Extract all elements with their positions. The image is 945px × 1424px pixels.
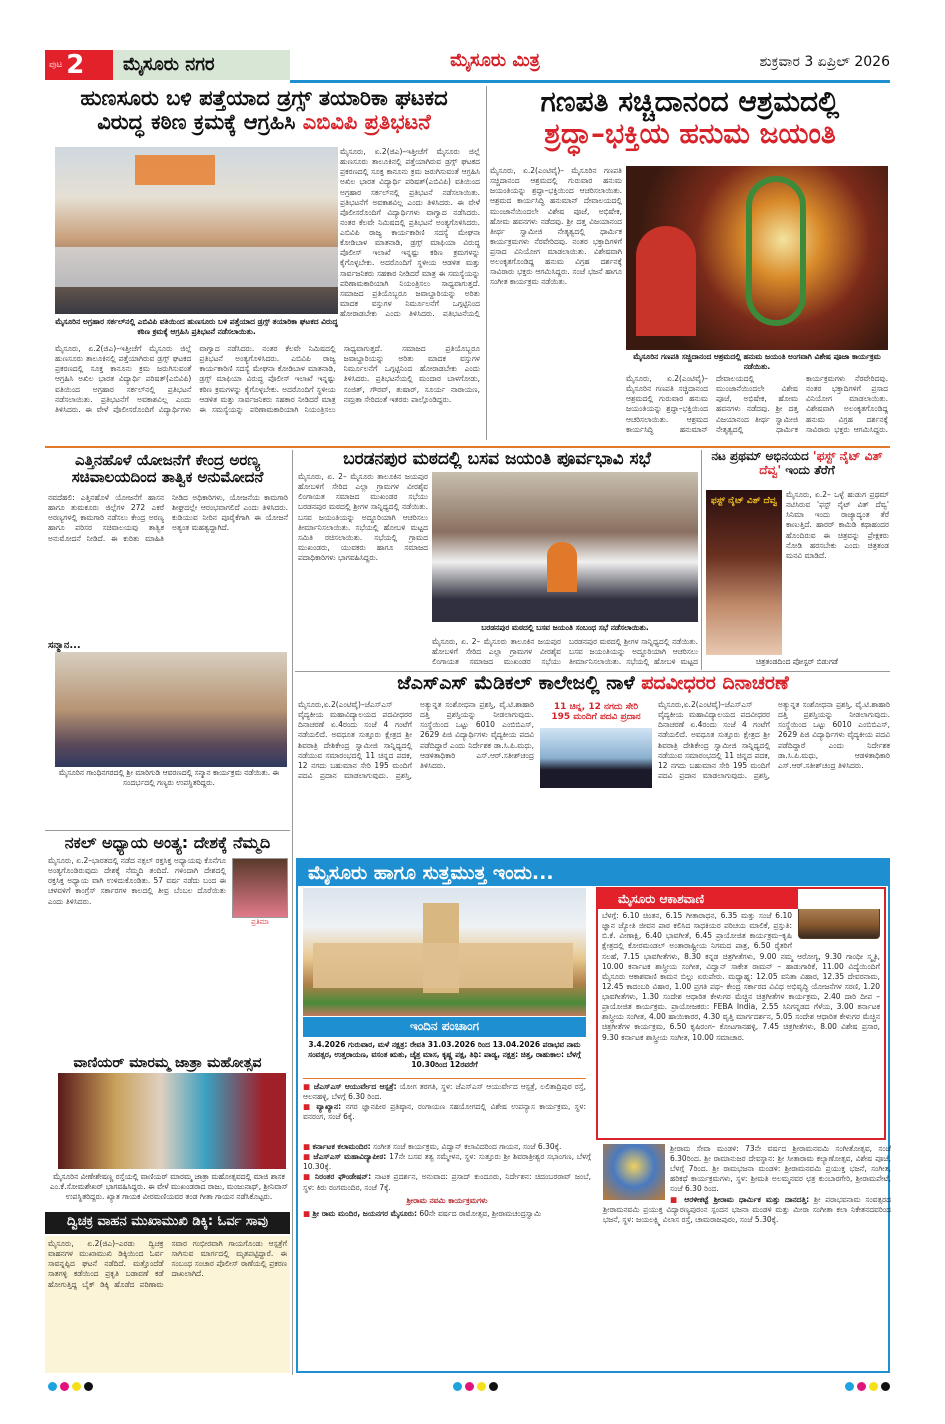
event-text: 17ನೇ ಬಸವ ತತ್ವ ಸಮ್ಮೇಳನ, ಸ್ಥಳ: ಸುತ್ತೂರು ಶ್ರೀ ಶಿವರಾತ್ರೀಶ್ವರ ಸಭಾಂಗಣ, ಬೆಳಗ್ಗೆ 10.30ಕ್ಕೆ. (303, 1152, 592, 1172)
jatra-photo (58, 1073, 286, 1169)
black-dot (84, 1382, 93, 1391)
subheadline (537, 702, 655, 723)
event-text: 60ನೇ ವರ್ಷದ ರಾಮೋತ್ಸವ, ಶ್ರೀರಾಮಚಂದ್ರಸ್ವಾಮಿ (419, 1208, 542, 1218)
poster-title: ಫಸ್ಟ್ ನೈಟ್ ವಿತ್ ದೆವ್ವ (710, 496, 778, 506)
palace-photo (303, 888, 586, 1016)
event-text: ಶ್ರೀ ಪರಾಭವನಾಮ ಸಂವತ್ಸರದ ಶ್ರೀರಾಮನವಮಿ ಪ್ರಯುಕ್ತ ವಿದ್ಯಾರಣ್ಯಪುರಂನ ಸ್ಪಂದನ ಭಜನಾ ಮಂಡಳಿ ಮತ್ತು ಮೀರಾ ಸಂಗೀತಾ ಕಲಾ ನಿಕೇತನದವರಿಂದ ಭಜನೆ, ಸ್ಥಳ: ಜಯಲಕ್ಷ್ಮಿ ವಿಲಾಸ ರಸ್ತೆ, ಚಾಮರಾಜಪುರಂ, ಸಂಜೆ 5.30ಕ್ಕೆ. (603, 1194, 891, 1224)
event-item (303, 1172, 591, 1192)
event-text: ನಾಟಕ ಪ್ರದರ್ಶನ, ಅನುವಾದ: ಪ್ರಸಾದ್ ಕುಂದೂರು, ನಿರ್ದೇಶನ: ಚಿದಂಬರರಾವ್ ಜಂಬೆ, ಸ್ಥಳ: ಕಿರು ರಂಗಮಂದಿರ, ಸಂಜೆ 7ಕ್ಕೆ. (303, 1172, 592, 1192)
headline (704, 450, 890, 478)
headline (296, 673, 890, 695)
cyan-dot (48, 1382, 57, 1391)
article-body: ಮೈಸೂರು, ಏ.2(ಜಿಎ)–ಎರಡು ದ್ವಿಚಕ್ರ ವಾಹನಗಳ ಮುಖಾಮುಖಿ ಡಿಕ್ಕಿಯಿಂದ ಓರ್ವ ಸಾವನ್ನಪ್ಪಿದ ಘಟನೆ ನಡೆದಿದೆ. ಮತ್ತೊಂದೆಡೆ ಸಾತಗಳ್ಳಿ ಕಡೆಯಿಂದ ಪ್ರಕೃತಿ ಬಡಾವಣೆ ಕಡೆ ಹೋಗುತ್ತಿದ್ದ ಬೈಕ್ ಡಿಕ್ಕಿ ಹೊಡೆದ ಪರಿಣಾಮ ಸವಾರ ಗಂಭೀರವಾಗಿ ಗಾಯಗೊಂಡು ಆಸ್ಪತ್ರೆಗೆ ಸಾಗಿಸುವ ಮಾರ್ಗದಲ್ಲಿ ಮೃತಪಟ್ಟಿದ್ದಾರೆ. ಈ ಸಂಬಂಧ ಸಂಚಾರ ಪೊಲೀಸ್ ಠಾಣೆಯಲ್ಲಿ ಪ್ರಕರಣ ದಾಖಲಾಗಿದೆ. (45, 1236, 290, 1373)
radio-schedule (598, 909, 884, 1137)
portrait-name: ಪ್ರತಿಮಾ (251, 918, 269, 926)
photo-caption: ಬರಡನಪುರ ಮಠದಲ್ಲಿ ಬಸವ ಜಯಂತಿ ಸಂಬಂಧ ಸಭೆ ನಡೆಸಲಾಯಿತು. (481, 623, 649, 632)
radio-title: ಮೈಸೂರು ಆಕಾಶವಾಣಿ (598, 889, 798, 909)
event-title: ಜೆಎಸ್‌ಎಸ್ ಮಹಾವಿದ್ಯಾಪೀಠ: (313, 1152, 387, 1162)
events-list-1 (303, 1082, 586, 1142)
event-title: ಕರ್ನಾಟಕ ಕಲಾಮಂದಿರ: (312, 1142, 371, 1151)
article-body: ಮೈಸೂರು,ಏ.2(ಎಂಟಿವೈ)–ಜೆಎಸ್‌ಎಸ್ ವೈದ್ಯಕೀಯ ಮಹಾವಿದ್ಯಾಲಯದ ಪದವೀಧರರ ದಿನಾಚರಣೆ ಏ.4ರಂದು ಸಂಜೆ 4 ಗಂಟೆಗೆ ನಡೆಯಲಿದೆ. ಅವಧೂತ ಸುತ್ತೂರು ಕ್ಷೇತ್ರದ ಶ್ರೀ ಶಿವರಾತ್ರಿ ದೇಶಿಕೇಂದ್ರ ಸ್ವಾಮೀಜಿ ಸಾನ್ನಿಧ್ಯದಲ್ಲಿ ನಡೆಯುವ ಸಮಾರಂಭದಲ್ಲಿ 11 ಚಿನ್ನದ ಪದಕ, 12 ನಗದು ಬಹುಮಾನ ಸೇರಿ 195 ಮಂದಿಗೆ ಪದವಿ ಪ್ರದಾನ ಮಾಡಲಾಗುವುದು. ಪ್ರಶಸ್ತಿ, ಅತ್ಯುನ್ನತ ಸಂಶೋಧನಾ ಪ್ರಶಸ್ತಿ, ವೈ.ಟಿ.ಶಾಹಾರಿ ದತ್ತಿ ಪ್ರಶಸ್ತಿಯನ್ನು ನೀಡಲಾಗುವುದು. ಸಂಸ್ಥೆಯಿಂದ ಒಟ್ಟು 6010 ಎಂಬಿಬಿಎಸ್, 2629 ಪಿಜಿ ವಿದ್ಯಾರ್ಥಿಗಳು ವೈದ್ಯಕೀಯ ಪದವಿ ಪಡೆದಿದ್ದಾರೆ ಎಂದು ನಿರ್ದೇಶಕ ಡಾ.ಸಿ.ಪಿ.ಮಧು, ಆಡಳಿತಾಧಿಕಾರಿ ಎಸ್.ಆರ್.ಸತೀಶ್‌ಚಂದ್ರ ತಿಳಿಸಿದರು. (658, 700, 890, 780)
subheadline-line: 195 ಮಂದಿಗೆ ಪದವಿ ಪ್ರದಾನ (551, 712, 641, 723)
event-text: ಸಂಗೀತ ಸಂಜೆ ಕಾರ್ಯಕ್ರಮ, ವಿದ್ವಾನ್ ಕಲಾವಿದರಿಂದ ಗಾಯನ, ಸಂಜೆ 6.30ಕ್ಕೆ. (373, 1142, 562, 1151)
headline-line: ಹುಣಸೂರು ಬಳಿ ಪತ್ತೆಯಾದ ಡ್ರಗ್ಸ್ ತಯಾರಿಕಾ ಘಟಕದ (80, 86, 448, 110)
page-number: 2 (66, 50, 85, 80)
bullet-icon: ■ (303, 1142, 311, 1151)
photo-caption: ಮೈಸೂರಿನ ಅಗ್ರಹಾರ ಸರ್ಕಲ್‌ನಲ್ಲಿ ಎಬಿವಿಪಿ ವತಿಯಿಂದ ಹುಣಸೂರು ಬಳಿ ಪತ್ತೆಯಾದ ಡ್ರಗ್ಸ್ ತಯಾರಿಕಾ ಘಟಕದ ವಿರುದ್ಧ ಕಠಿಣ ಕ್ರಮಕ್ಕೆ ಆಗ್ರಹಿಸಿ ಪ್ರತಿಭಟನೆ ನಡೆಸಲಾಯಿತು. (55, 317, 338, 337)
column-divider (486, 86, 487, 440)
ramanavami-title: ಶ್ರೀರಾಮ ನವಮಿ ಕಾರ್ಯಕ್ರಮಗಳು (406, 1195, 488, 1205)
headline-highlight: 'ಫಸ್ಟ್ ನೈಟ್ ವಿತ್ ದೆವ್ವ' (759, 449, 883, 477)
event-title: ಶ್ರೀ ರಾಮ ಮಂದಿರ, ಜಯನಗರ ಮೈಸೂರು: (312, 1208, 417, 1218)
article-abvp-protest (45, 86, 483, 134)
article-body: ಮೈಸೂರು, ಏ. 2– ಮೈಸೂರು ತಾಲೂಕಿನ ಜಯಪುರ ಹೋಬಳಿಗೆ ಸೇರಿದ ಎಲ್ಲಾ ಗ್ರಾಮಗಳ ವೀರಶೈವ ಲಿಂಗಾಯತ ಸಮಾಜದ ಮುಖಂಡರ ಸಭೆಯು ಬರಡನಪುರ ಮಠದಲ್ಲಿ ಶ್ರೀಗಳ ಸಾನ್ನಿಧ್ಯದಲ್ಲಿ ನಡೆಯಿತು. ಬಸವ ಜಯಂತಿಯನ್ನು ಅದ್ದೂರಿಯಾಗಿ ಆಚರಿಸಲು ತೀರ್ಮಾನಿಸಲಾಯಿತು. ಸಭೆಯಲ್ಲಿ ಹೋಬಳಿ ಮಟ್ಟದ (432, 637, 698, 667)
headline-line: ನಟ ಪ್ರಥಮ್ ಅಭಿನಯದ (711, 449, 809, 463)
article-body-wrap (48, 856, 288, 1051)
palace-facade (313, 943, 573, 988)
swamiji-figure (547, 542, 577, 592)
headline-line: ಗಣಪತಿ ಸಚ್ಚಿದಾನಂದ ಆಶ್ರಮದಲ್ಲಿ (540, 85, 840, 118)
page-number-badge (45, 50, 113, 80)
headline-line: ಜೆಎಸ್‌ಎಸ್ ಮೆಡಿಕಲ್ ಕಾಲೇಜಲ್ಲಿ ನಾಳೆ (397, 672, 635, 694)
headline: ನಕಲ್ ಅಧ್ಯಾಯ ಅಂತ್ಯ: ದೇಶಕ್ಕೆ ನೆಮ್ಮದಿ (64, 833, 271, 852)
event-title: ಜೆಎಸ್‌ಎಸ್ ಆಯುರ್ವೇದ ಆಸ್ಪತ್ರೆ: (313, 1082, 397, 1091)
photo-caption: ಮೈಸೂರಿನ ವೀಣೇಶೇಷಣ್ಣ ರಸ್ತೆಯಲ್ಲಿ ವಾಣಿಯರ್ ಮಾರಮ್ಮ ಜಾತ್ರಾ ಮಹೋತ್ಸವದಲ್ಲಿ ಮಾಜಿ ಶಾಸಕ ಎಂ.ಕೆ.ಸೋಮಶೇಖರ್ ಭಾಗವಹಿಸಿದ್ದರು. ಈ ವೇಳೆ ಮುಖಂಡರಾದ ರಾಜು, ಮಂಜುನಾಥ್, ಶ್ರೀನಿವಾಸ್ ಉಪಸ್ಥಿತರಿದ್ದರು. ಖ್ಯಾತ ಗಾಯಕ ವೀರಮಣಿಯವರ ತಂಡ ಗೀತಾ ಗಾಯನ ನಡೆಸಿಕೊಟ್ಟರು. (49, 1172, 289, 1202)
bullet-icon: ■ (303, 1208, 311, 1218)
black-dot (881, 1382, 890, 1391)
event-text: ಯೋಗ ತರಗತಿ, ಸ್ಥಳ: ಜೆಎಸ್‌ಎಸ್ ಆಯುರ್ವೇದ ಆಸ್ಪತ್ರೆ, ಲಲಿತಾದ್ರಿಪುರ ರಸ್ತೆ, ಆಲನಹಳ್ಳಿ, ಬೆಳಗ್ಗೆ 6.30 ರಿಂದ. (303, 1082, 586, 1102)
headline-highlight: ಪದವೀಧರರ ದಿನಾಚರಣೆ (641, 672, 789, 694)
events-list-2 (303, 1142, 891, 1332)
graduation-caps-photo (540, 728, 652, 788)
cyan-dot (453, 1382, 462, 1391)
cyan-dot (845, 1382, 854, 1391)
event-text: ನಗರ ಜ್ಞಾನಪೀಠ ಪ್ರತಿಷ್ಠಾನ, ರಂಗಾಯಣ ಸಹಯೋಗದಲ್ಲಿ ವಿಶೇಷ ಉಪನ್ಯಾಸ ಕಾರ್ಯಕ್ರಮ, ಸ್ಥಳ: ವನರಂಗ, ಸಂಜೆ 6ಕ್ಕೆ. (303, 1102, 586, 1122)
headline-line: ವಿರುದ್ಧ ಕಠಿಣ ಕ್ರಮಕ್ಕೆ ಆಗ್ರಹಿಸಿ (97, 110, 296, 135)
meeting-photo (432, 472, 698, 622)
headline: ವಾಣಿಯರ್ ಮಾರಮ್ಮ ಜಾತ್ರಾ ಮಹೋತ್ಸವ (73, 1055, 262, 1071)
section-rule (45, 446, 890, 448)
photo-caption: ಮೈಸೂರಿನ ಗಣಪತಿ ಸಚ್ಚಿದಾನಂದ ಆಶ್ರಮದಲ್ಲಿ ಹನುಮ ಜಯಂತಿ ಅಂಗವಾಗಿ ವಿಶೇಷ ಪೂಜಾ ಕಾರ್ಯಕ್ರಮ ನಡೆಯಿತು. (633, 352, 881, 372)
bullet-icon: ■ (303, 1102, 313, 1112)
sri-rama-image (603, 1144, 665, 1200)
article-body-side: ಮೈಸೂರು, ಏ.2(ಜಿಎ)–ಇತ್ತೀಚೆಗೆ ಮೈಸೂರು ಜಿಲ್ಲೆ ಹುಣಸೂರು ತಾಲೂಕಿನಲ್ಲಿ ಪತ್ತೆಯಾಗಿರುವ ಡ್ರಗ್ಸ್ ಘಟಕದ ಪ್ರಕರಣದಲ್ಲಿ ಸೂಕ್ತ ಕಾನೂನು ಕ್ರಮ ಜರುಗಿಸುವಂತೆ ಆಗ್ರಹಿಸಿ ಅಖಿಲ ಭಾರತ ವಿದ್ಯಾರ್ಥಿ ಪರಿಷತ್(ಎಬಿವಿಪಿ) ವತಿಯಿಂದ ಅಗ್ರಹಾರ ಸರ್ಕಲ್‌ನಲ್ಲಿ ಪ್ರತಿಭಟನೆ ನಡೆಸಲಾಯಿತು. ಪ್ರತಿಭಟನೆಗೆ ಅವಕಾಶವಿಲ್ಲ ಎಂದು ತಿಳಿಸಿದರು. ಈ ವೇಳೆ ಪೊಲೀಸರೊಂದಿಗೆ ವಿದ್ಯಾರ್ಥಿಗಳು ವಾಗ್ವಾದ ನಡೆಸಿದರು. ನಂತರ ಕೆಲವೇ ನಿಮಿಷದಲ್ಲಿ ಪ್ರತಿಭಟನೆ ಅಂತ್ಯಗೊಳಿಸಿದರು. ಎಬಿವಿಪಿ ರಾಜ್ಯ ಕಾರ್ಯಕಾರಿಣಿ ಸದಸ್ಯೆ ಮೇಘನಾ ಕೋಡಿಬಾಳ ಮಾತನಾಡಿ, ಡ್ರಗ್ಸ್ ಮಾಫಿಯಾ ವಿರುದ್ಧ ಪೊಲೀಸ್ ಇಲಾಖೆ ಇನ್ನಷ್ಟು ಕಠಿಣ ಕ್ರಮಗಳನ್ನು ಕೈಗೊಳ್ಳಬೇಕು. ಅದರೊಂದಿಗೆ ಸ್ಥಳೀಯ ಆಡಳಿತ ಮತ್ತು ಸಾರ್ವಜನಿಕರು ಸಹಕಾರ ನೀಡಿದರೆ ಮಾತ್ರ ಈ ಸಮಸ್ಯೆಯನ್ನು ಪರಿಣಾಮಕಾರಿಯಾಗಿ ನಿಯಂತ್ರಿಸಲು ಸಾಧ್ಯವಾಗುತ್ತದೆ. ಸಮಾಜದ ಪ್ರತಿಯೊಬ್ಬರೂ ಜವಾಬ್ದಾರಿಯನ್ನು ಅರಿತು ಮಾದಕ ವಸ್ತುಗಳ ನಿರ್ಮೂಲನೆಗೆ ಒಗ್ಗಟ್ಟಿನಿಂದ ಹೋರಾಡಬೇಕು ಎಂದು ತಿಳಿಸಿದರು. ಪ್ರತಿಭಟನೆಯಲ್ಲಿ (340, 147, 480, 317)
divider (45, 830, 290, 831)
felicitation-photo (55, 652, 287, 767)
event-item (303, 1102, 586, 1122)
subheadline-line: 11 ಚಿನ್ನ, 12 ನಗದು ಸೇರಿ (553, 702, 639, 712)
headline (45, 86, 483, 134)
headline-line: ಇಂದು ತೆರೆಗೆ (785, 462, 835, 477)
headline: ಬರಡನಪುರ ಮಠದಲ್ಲಿ ಬಸವ ಜಯಂತಿ ಪೂರ್ವಭಾವಿ ಸಭೆ (343, 449, 651, 469)
event-item (303, 1152, 591, 1172)
black-dot (489, 1382, 498, 1391)
bullet-icon: ■ (303, 1152, 311, 1162)
bullet-icon: ■ (670, 1194, 680, 1204)
column-divider (292, 450, 293, 1375)
column-divider (701, 450, 702, 670)
flag-shape (135, 155, 215, 185)
magenta-dot (857, 1382, 866, 1391)
event-title: ಆರಳೀಕಟ್ಟೆ ಶ್ರೀರಾಮ ಧಾರ್ಮಿಕ ಮತ್ತು ದಾನದತ್ತಿ: (684, 1194, 810, 1204)
radio-icon (798, 909, 880, 939)
yellow-dot (869, 1382, 878, 1391)
bullet-icon: ■ (303, 1172, 312, 1182)
event-item (303, 1082, 586, 1102)
protest-photo (55, 147, 338, 314)
headline-line: ಶ್ರದ್ಧಾ–ಭಕ್ತಿಯ ಹನುಮ ಜಯಂತಿ (544, 117, 836, 151)
article-hanuma-jayanti-headline (490, 86, 890, 150)
registration-marks (48, 1376, 96, 1395)
event-title: ನಿರಂತರ ಫೌಂಡೇಷನ್: (314, 1172, 372, 1182)
page-label: ಪುಟ (49, 60, 63, 70)
divider (303, 1078, 586, 1079)
headline-highlight: ಎಬಿವಿಪಿ ಪ್ರತಿಭಟನೆ (302, 110, 431, 135)
portrait-photo (232, 858, 288, 918)
priest-figure (636, 226, 696, 336)
photo-caption: ಚಿತ್ರತಂಡದಿಂದ ಪೋಸ್ಟರ್ ಬಿಡುಗಡೆ (756, 657, 838, 666)
article-body: ಮೈಸೂರು, ಏ. 2– ಮೈಸೂರು ತಾಲೂಕಿನ ಜಯಪುರ ಹೋಬಳಿಗೆ ಸೇರಿದ ಎಲ್ಲಾ ಗ್ರಾಮಗಳ ವೀರಶೈವ ಲಿಂಗಾಯತ ಸಮಾಜದ ಮುಖಂಡರ ಸಭೆಯು ಬರಡನಪುರ ಮಠದಲ್ಲಿ ಶ್ರೀಗಳ ಸಾನ್ನಿಧ್ಯದಲ್ಲಿ ನಡೆಯಿತು. ಬಸವ ಜಯಂತಿಯನ್ನು ಅದ್ದೂರಿಯಾಗಿ ಆಚರಿಸಲು ತೀರ್ಮಾನಿಸಲಾಯಿತು. ಸಭೆಯಲ್ಲಿ ಹೋಬಳಿ ಮಟ್ಟದ ಸಮಿತಿ ರಚಿಸಲಾಯಿತು. ಸಭೆಯಲ್ಲಿ ಗ್ರಾಮದ ಮುಖಂಡರು, ಯುವಕರು ಹಾಗೂ ಸಮಾಜದ ಪದಾಧಿಕಾರಿಗಳು ಭಾಗವಹಿಸಿದ್ದರು. (298, 472, 428, 562)
article-body: ಮೈಸೂರು, ಏ.2(ಎಂಟಿವೈ)– ಮೈಸೂರಿನ ಗಣಪತಿ ಸಚ್ಚಿದಾನಂದ ಆಶ್ರಮದಲ್ಲಿ ಗುರುವಾರ ಹನುಮ ಜಯಂತಿಯನ್ನು ಶ್ರದ್ಧಾ–ಭಕ್ತಿಯಿಂದ ಆಚರಿಸಲಾಯಿತು. ಆಶ್ರಮದ ಕಾರ್ಯಸಿದ್ಧಿ ಹನುಮಾನ್ ದೇವಾಲಯದಲ್ಲಿ ಮುಂಜಾನೆಯಿಂದಲೇ ವಿಶೇಷ ಪೂಜೆ, ಅಭಿಷೇಕ, ಹೋಮ ಹವನಗಳು ನಡೆದವು. ಶ್ರೀ ದತ್ತ ವಿಜಯಾನಂದ ತೀರ್ಥ ಸ್ವಾಮೀಜಿ ನೇತೃತ್ವದಲ್ಲಿ ಧಾರ್ಮಿಕ ಕಾರ್ಯಕ್ರಮಗಳು ನೆರವೇರಿದವು. ನಂತರ ಭಕ್ತಾದಿಗಳಿಗೆ ಪ್ರಸಾದ ವಿನಿಯೋಗ ಮಾಡಲಾಯಿತು. ವಿಶೇಷವಾಗಿ ಅಲಂಕೃತಗೊಂಡಿದ್ದ ಹನುಮ ವಿಗ್ರಹ ದರ್ಶನಕ್ಕೆ ಸಾವಿರಾರು ಭಕ್ತರು ಆಗಮಿಸಿದ್ದರು. (626, 374, 888, 434)
registration-marks (453, 1376, 501, 1395)
event-item (303, 1142, 591, 1152)
temple-photo (626, 166, 888, 350)
headline-bar: ದ್ವಿಚಕ್ರ ವಾಹನ ಮುಖಾಮುಖಿ ಡಿಕ್ಕಿ: ಓರ್ವ ಸಾವು (45, 1212, 290, 1234)
garland-shape (746, 176, 806, 326)
event-item (303, 1209, 591, 1219)
radio-box (596, 887, 886, 1140)
article-body: ಮೈಸೂರು, ಏ.2– ಒಳ್ಳೆ ಹುಡುಗ ಪ್ರಥಮ್ ನಟಿಸಿರುವ 'ಫಸ್ಟ್ ನೈಟ್ ವಿತ್ ದೆವ್ವ' ಸಿನಿಮಾ ಇಂದು ರಾಜ್ಯಾದ್ಯಂತ ತೆರೆ ಕಾಣುತ್ತಿದೆ. ಹಾರರ್ ಕಾಮಿಡಿ ಕಥಾಹಂದರ ಹೊಂದಿರುವ ಈ ಚಿತ್ರವನ್ನು ಪ್ರೇಕ್ಷಕರು ನೋಡಿ ಹರಸಬೇಕು ಎಂದು ಚಿತ್ರತಂಡ ಮನವಿ ಮಾಡಿದೆ. (786, 490, 889, 560)
today-box-title: ಮೈಸೂರು ಹಾಗೂ ಸುತ್ತಮುತ್ತ ಇಂದು... (298, 860, 888, 886)
article-body: ಮೈಸೂರು,ಏ.2(ಎಂಟಿವೈ)–ಜೆಎಸ್‌ಎಸ್ ವೈದ್ಯಕೀಯ ಮಹಾವಿದ್ಯಾಲಯದ ಪದವೀಧರರ ದಿನಾಚರಣೆ ಏ.4ರಂದು ಸಂಜೆ 4 ಗಂಟೆಗೆ ನಡೆಯಲಿದೆ. ಅವಧೂತ ಸುತ್ತೂರು ಕ್ಷೇತ್ರದ ಶ್ರೀ ಶಿವರಾತ್ರಿ ದೇಶಿಕೇಂದ್ರ ಸ್ವಾಮೀಜಿ ಸಾನ್ನಿಧ್ಯದಲ್ಲಿ ನಡೆಯುವ ಸಮಾರಂಭದಲ್ಲಿ 11 ಚಿನ್ನದ ಪದಕ, 12 ನಗದು ಬಹುಮಾನ ಸೇರಿ 195 ಮಂದಿಗೆ ಪದವಿ ಪ್ರದಾನ ಮಾಡಲಾಗುವುದು. ಪ್ರಶಸ್ತಿ, ಅತ್ಯುನ್ನತ ಸಂಶೋಧನಾ ಪ್ರಶಸ್ತಿ, ವೈ.ಟಿ.ಶಾಹಾರಿ ದತ್ತಿ ಪ್ರಶಸ್ತಿಯನ್ನು ನೀಡಲಾಗುವುದು. ಸಂಸ್ಥೆಯಿಂದ ಒಟ್ಟು 6010 ಎಂಬಿಬಿಎಸ್, 2629 ಪಿಜಿ ವಿದ್ಯಾರ್ಥಿಗಳು ವೈದ್ಯಕೀಯ ಪದವಿ ಪಡೆದಿದ್ದಾರೆ ಎಂದು ನಿರ್ದೇಶಕ ಡಾ.ಸಿ.ಪಿ.ಮಧು, ಆಡಳಿತಾಧಿಕಾರಿ ಎಸ್.ಆರ್.ಸತೀಶ್‌ಚಂದ್ರ ತಿಳಿಸಿದರು. (298, 700, 534, 780)
issue-date: ಶುಕ್ರವಾರ 3 ಏಪ್ರಿಲ್ 2026 (759, 54, 890, 70)
article-body: ಮೈಸೂರು, ಏ.2(ಜಿಎ)–ಇತ್ತೀಚೆಗೆ ಮೈಸೂರು ಜಿಲ್ಲೆ ಹುಣಸೂರು ತಾಲೂಕಿನಲ್ಲಿ ಪತ್ತೆಯಾಗಿರುವ ಡ್ರಗ್ಸ್ ಘಟಕದ ಪ್ರಕರಣದಲ್ಲಿ ಸೂಕ್ತ ಕಾನೂನು ಕ್ರಮ ಜರುಗಿಸುವಂತೆ ಆಗ್ರಹಿಸಿ ಅಖಿಲ ಭಾರತ ವಿದ್ಯಾರ್ಥಿ ಪರಿಷತ್(ಎಬಿವಿಪಿ) ವತಿಯಿಂದ ಅಗ್ರಹಾರ ಸರ್ಕಲ್‌ನಲ್ಲಿ ಪ್ರತಿಭಟನೆ ನಡೆಸಲಾಯಿತು. ಪ್ರತಿಭಟನೆಗೆ ಅವಕಾಶವಿಲ್ಲ ಎಂದು ತಿಳಿಸಿದರು. ಈ ವೇಳೆ ಪೊಲೀಸರೊಂದಿಗೆ ವಿದ್ಯಾರ್ಥಿಗಳು ವಾಗ್ವಾದ ನಡೆಸಿದರು. ನಂತರ ಕೆಲವೇ ನಿಮಿಷದಲ್ಲಿ ಪ್ರತಿಭಟನೆ ಅಂತ್ಯಗೊಳಿಸಿದರು. ಎಬಿವಿಪಿ ರಾಜ್ಯ ಕಾರ್ಯಕಾರಿಣಿ ಸದಸ್ಯೆ ಮೇಘನಾ ಕೋಡಿಬಾಳ ಮಾತನಾಡಿ, ಡ್ರಗ್ಸ್ ಮಾಫಿಯಾ ವಿರುದ್ಧ ಪೊಲೀಸ್ ಇಲಾಖೆ ಇನ್ನಷ್ಟು ಕಠಿಣ ಕ್ರಮಗಳನ್ನು ಕೈಗೊಳ್ಳಬೇಕು. ಅದರೊಂದಿಗೆ ಸ್ಥಳೀಯ ಆಡಳಿತ ಮತ್ತು ಸಾರ್ವಜನಿಕರು ಸಹಕಾರ ನೀಡಿದರೆ ಮಾತ್ರ ಈ ಸಮಸ್ಯೆಯನ್ನು ಪರಿಣಾಮಕಾರಿಯಾಗಿ ನಿಯಂತ್ರಿಸಲು ಸಾಧ್ಯವಾಗುತ್ತದೆ. ಸಮಾಜದ ಪ್ರತಿಯೊಬ್ಬರೂ ಜವಾಬ್ದಾರಿಯನ್ನು ಅರಿತು ಮಾದಕ ವಸ್ತುಗಳ ನಿರ್ಮೂಲನೆಗೆ ಒಗ್ಗಟ್ಟಿನಿಂದ ಹೋರಾಡಬೇಕು ಎಂದು ತಿಳಿಸಿದರು. ಪ್ರತಿಭಟನೆಯಲ್ಲಿ ಮಂದಾರ ಬಾಳಗೋಡು, ಸಂಜಿತ್, ಗೌರವ್, ತುಷಾರ್, ಸೂರ್ಯ ನಾರಾಯಣ, ನಮ್ರತಾ ಸೇರಿದಂತೆ ಇತರರು ಪಾಲ್ಗೊಂಡಿದ್ದರು. (55, 344, 480, 414)
film-poster (706, 490, 782, 655)
article-body: ನವದೆಹಲಿ: ಎತ್ತಿನಹೊಳೆ ಯೋಜನೆಗೆ ಹಾಸನ ಹಾಗೂ ತುಮಕೂರು ಜಿಲ್ಲೆಗಳ 272 ಎಕರೆ ಅರಣ್ಯಗಳಲ್ಲಿ ಕಾಮಗಾರಿ ನಡೆಸಲು ಕೇಂದ್ರ ಅರಣ್ಯ ಹಾಗೂ ಪರಿಸರ ಸಚಿವಾಲಯವು ತಾತ್ವಿಕ ಅನುಮೋದನೆ ನೀಡಿದೆ. ಈ ಕುರಿತು ಮಾಹಿತಿ ನೀಡಿದ ಅಧಿಕಾರಿಗಳು, ಯೋಜನೆಯ ಕಾಮಗಾರಿ ಶೀಘ್ರದಲ್ಲೇ ಆರಂಭವಾಗಲಿದೆ ಎಂದು ತಿಳಿಸಿದರು. ಕುಡಿಯುವ ನೀರಿನ ಪೂರೈಕೆಗಾಗಿ ಈ ಯೋಜನೆ ಅತ್ಯಂತ ಮಹತ್ವದ್ದಾಗಿದೆ. (48, 493, 288, 543)
event-title: ವ್ಯಾಖ್ಯಾನ: (316, 1102, 342, 1112)
bullet-icon: ■ (303, 1082, 311, 1091)
panchanga-title: ಇಂದಿನ ಪಂಚಾಂಗ (303, 1017, 586, 1037)
yellow-dot (72, 1382, 81, 1391)
panchanga-text: 3.4.2026 ಗುರುವಾರ, ಮಳೆ ನಕ್ಷತ್ರ: ರೇವತಿ 31.03.2026 ರಿಂದ 13.04.2026 ಪರಾಭವ ನಾಮ ಸಂವತ್ಸರ, ಉತ್ತರಾಯಣ, ವಸಂತ ಋತು, ಚೈತ್ರ ಮಾಸ, ಕೃಷ್ಣ ಪಕ್ಷ, ತಿಥಿ: ಪಾಡ್ಯ, ನಕ್ಷತ್ರ: ಚಿತ್ತ, ರಾಹುಕಾಲ: ಬೆಳಗ್ಗೆ 10.30ರಿಂದ 12ರವರೆಗೆ (308, 1040, 581, 1070)
masthead-logo: ಮೈಸೂರು ಮಿತ್ರ (450, 50, 540, 71)
radio-afternoon: ಮಧ್ಯಾಹ್ನ: 12.05 ವನಿತಾ ವಿಹಾರ, 12.35 ದೇವರನಾಮ, 12.45 ಕಾದಂಬರಿ ವಿಹಾರ, 1.00 ಪ್ರಗತಿ ಪಥ– ಕೇಂದ್ರ ಸರ್ಕಾರದ ವಿವಿಧ ಅಭಿವೃದ್ಧಿ ಯೋಜನೆಗಳ ಸರಣಿ, 1.20 ಭಾವಗೀತೆಗಳು, 1.30 ಸಂದೇಶ ಆಧಾರಿತ ಕೇಳುಗರ ಮೆಚ್ಚಿನ ಚಿತ್ರಗೀತೆಗಳ ಕಾರ್ಯಕ್ರಮ, 2.40 ದಾರಿ ದೀಪ –ಪ್ರಾಯೋಜಿತ ಕಾರ್ಯಕ್ರಮ. ಪ್ರಾಯೋಜಕರು: FEBA India, 2.55 ಸಿನಿಗನ್ನಡದ ಗೆಳೆಯ, 3.00 ಕರ್ನಾಟಕ ಶಾಸ್ತ್ರೀಯ ಸಂಗೀತ, 4.00 ಹಾಯಿಕಾರರ, 4.30 ವೃತ್ತಿ ಮಾರ್ಗದರ್ಶನ, 5.05 ಸಂದೇಶ ಆಧಾರಿತ ಕೇಳುಗರ ಮೆಚ್ಚಿನ ಚಿತ್ರಗೀತೆಗಳ ಕಾರ್ಯಕ್ರಮ, 6.50 ಕೃಷಿರಂಗ– ಕೋಟಗಾನಹಳ್ಳಿ, 7.45 ಚಿತ್ರಗೀತೆಗಳು, 8.00 ವಿಶೇಷ ಪ್ರಸಾರ, 9.30 ಕರ್ನಾಟಕ ಶಾಸ್ತ್ರೀಯ ಸಂಗೀತ, 10.00 ಸಮಾಚಾರ. (602, 971, 881, 1042)
article-body: ಮೈಸೂರು, ಏ.2–ಭಾರತದಲ್ಲಿ ನಡೆದ ನಕ್ಸಲ್ ರಕ್ತಸಿಕ್ತ ಅಧ್ಯಾಯವು ಕೊನೆಗೂ ಅಂತ್ಯಗೊಂಡಿರುವುದು ದೇಶಕ್ಕೆ ನೆಮ್ಮದಿ ತಂದಿದೆ. ಗಳಿಂದಾಗಿ ದೇಶದಲ್ಲಿ ರಕ್ತಸಿಕ್ತ ಅಧ್ಯಾಯ ವಾಗಿ ಉಳಿದುಕೊಂಡಿತು. 57 ವರ್ಷ ನಡೆದು ಬಂದ ಈ ಚಳವಳಿಗೆ ಕಾಂಗ್ರೆಸ್ ಸರ್ಕಾರಗಳ ಕಾಲದಲ್ಲಿ ತೀವ್ರ ಬೆಂಬಲ ದೊರೆಯಿತು ಎಂದು ತಿಳಿಸಿದರು. (48, 856, 226, 906)
header-rule (290, 80, 890, 83)
banner-shape (55, 247, 338, 287)
magenta-dot (465, 1382, 474, 1391)
photo-caption: ಮೈಸೂರಿನ ಗಾಂಧಿನಗರದಲ್ಲಿ ಶ್ರೀ ಮಾರಿಗುಡಿ ಆವರಣದಲ್ಲಿ ಸನ್ಮಾನ ಕಾರ್ಯಕ್ರಮ ನಡೆಯಿತು. ಈ ಸಂದರ್ಭದಲ್ಲಿ ಗಣ್ಯರು ಉಪಸ್ಥಿತರಿದ್ದರು. (58, 768, 280, 788)
headline: ಎತ್ತಿನಹೊಳೆ ಯೋಜನೆಗೆ ಕೇಂದ್ರ ಅರಣ್ಯ ಸಚಿವಾಲಯದಿಂದ ತಾತ್ವಿಕ ಅನುಮೋದನೆ (71, 451, 264, 487)
rama-events-text: ಶ್ರೀರಾಮ ಸೇವಾ ಮಂಡಳಿ: 73ನೇ ವರ್ಷದ ಶ್ರೀರಾಮನವಮಿ ಸಂಗೀತೋತ್ಸವ, ಸಂಜೆ 6.30ರಿಂದ. ಶ್ರೀ ರಾಮಾನುಜರ ದೇವಸ್ಥಾನ: ಶ್ರೀ ಸೀತಾರಾಮ ಕಲ್ಯಾಣೋತ್ಸವ, ವಿಶೇಷ ಪೂಜೆ, ಬೆಳಗ್ಗೆ 7ರಿಂದ. ಶ್ರೀ ರಾಮಭಜನಾ ಮಂಡಳಿ: ಶ್ರೀರಾಮನವಮಿ ಪ್ರಯುಕ್ತ ಭಜನೆ, ಸಂಗೀತ, ಹರಿಕಥೆ ಕಾರ್ಯಕ್ರಮಗಳು, ಸ್ಥಳ: ಶ್ರೀಮತಿ ಅಲಮ್ಮನವರ ಛತ್ರ ಕುಂಬಾರಗೇರಿ, ಶ್ರೀರಾಮಪೇಟೆ, ಸಂಜೆ 6.30 ರಿಂದ. (670, 1143, 891, 1194)
registration-marks (845, 1376, 893, 1395)
section-title: ಮೈಸೂರು ನಗರ (113, 50, 290, 80)
sanmana-label: ಸನ್ಮಾನ... (48, 640, 81, 651)
magenta-dot (60, 1382, 69, 1391)
yellow-dot (477, 1382, 486, 1391)
portrait-block (232, 858, 288, 927)
article-body: ಮೈಸೂರು, ಏ.2(ಎಂಟಿವೈ)– ಮೈಸೂರಿನ ಗಣಪತಿ ಸಚ್ಚಿದಾನಂದ ಆಶ್ರಮದಲ್ಲಿ ಗುರುವಾರ ಹನುಮ ಜಯಂತಿಯನ್ನು ಶ್ರದ್ಧಾ–ಭಕ್ತಿಯಿಂದ ಆಚರಿಸಲಾಯಿತು. ಆಶ್ರಮದ ಕಾರ್ಯಸಿದ್ಧಿ ಹನುಮಾನ್ ದೇವಾಲಯದಲ್ಲಿ ಮುಂಜಾನೆಯಿಂದಲೇ ವಿಶೇಷ ಪೂಜೆ, ಅಭಿಷೇಕ, ಹೋಮ ಹವನಗಳು ನಡೆದವು. ಶ್ರೀ ದತ್ತ ವಿಜಯಾನಂದ ತೀರ್ಥ ಸ್ವಾಮೀಜಿ ನೇತೃತ್ವದಲ್ಲಿ ಧಾರ್ಮಿಕ ಕಾರ್ಯಕ್ರಮಗಳು ನೆರವೇರಿದವು. ನಂತರ ಭಕ್ತಾದಿಗಳಿಗೆ ಪ್ರಸಾದ ವಿನಿಯೋಗ ಮಾಡಲಾಯಿತು. ವಿಶೇಷವಾಗಿ ಅಲಂಕೃತಗೊಂಡಿದ್ದ ಹನುಮ ವಿಗ್ರಹ ದರ್ಶನಕ್ಕೆ ಸಾವಿರಾರು ಭಕ್ತರು ಆಗಮಿಸಿದ್ದರು. ಸಂಜೆ ಭಜನೆ ಹಾಗೂ ಸಂಗೀತ ಕಾರ್ಯಕ್ರಮ ನಡೆಯಿತು. (490, 166, 622, 287)
radio-morning: ಬೆಳಗ್ಗೆ: 6.10 ಚಿಂತನ, 6.15 ಗೀತಾರಾಧನ, 6.35 ಮತ್ತು ಸಂಜೆ 6.10 ಜ್ಞಾನ ಜ್ಯೋತಿ ಜೀವನ ಪಾಠ ಕಲಿಸಿದ ಸಾಧಕಿಯರ ಪರಿಚಯ ಮಾಲಿಕೆ, ಪ್ರಸ್ತುತಿ: ಬಿ.ಕೆ. ವೀಣಾಕ್ಷಿ, 6.40 ಭಾವಗೀತೆ, 6.45 ಪ್ರಾಯೋಜಿತ ಕಾರ್ಯಕ್ರಮ–ಕೃಷಿ ಕ್ಷೇತ್ರದಲ್ಲಿ ಕೋರಮಂಡಲ್ ಅಂತಾರಾಷ್ಟ್ರೀಯ ನಿಗಮದ ಪಾತ್ರ, 6.50 ರೈತರಿಗೆ ಸಲಹೆ, 7.15 ಭಾವಗೀತೆಗಳು, 8.30 ಕನ್ನಡ ಚಿತ್ರಗೀತೆಗಳು, 9.00 ನಮ್ಮ ಆರೋಗ್ಯ, 9.30 ಗಾಂಧೀ ಸ್ಮೃತಿ, 10.00 ಕರ್ನಾಟಕ ಶಾಸ್ತ್ರೀಯ ಸಂಗೀತ, ವಿದ್ವಾನ್ ಸಾಕೇತ ರಾಮನ್ – ಹಾಡುಗಾರಿಕೆ, 11.00 ವಿದ್ಯೆಯಿಂದಿಗೆ ಮೈಸೂರು ಆಕಾಶವಾಣಿ ಕಾಮನ ಬಿಲ್ಲು ಏರುಪೇರು. (602, 911, 880, 981)
